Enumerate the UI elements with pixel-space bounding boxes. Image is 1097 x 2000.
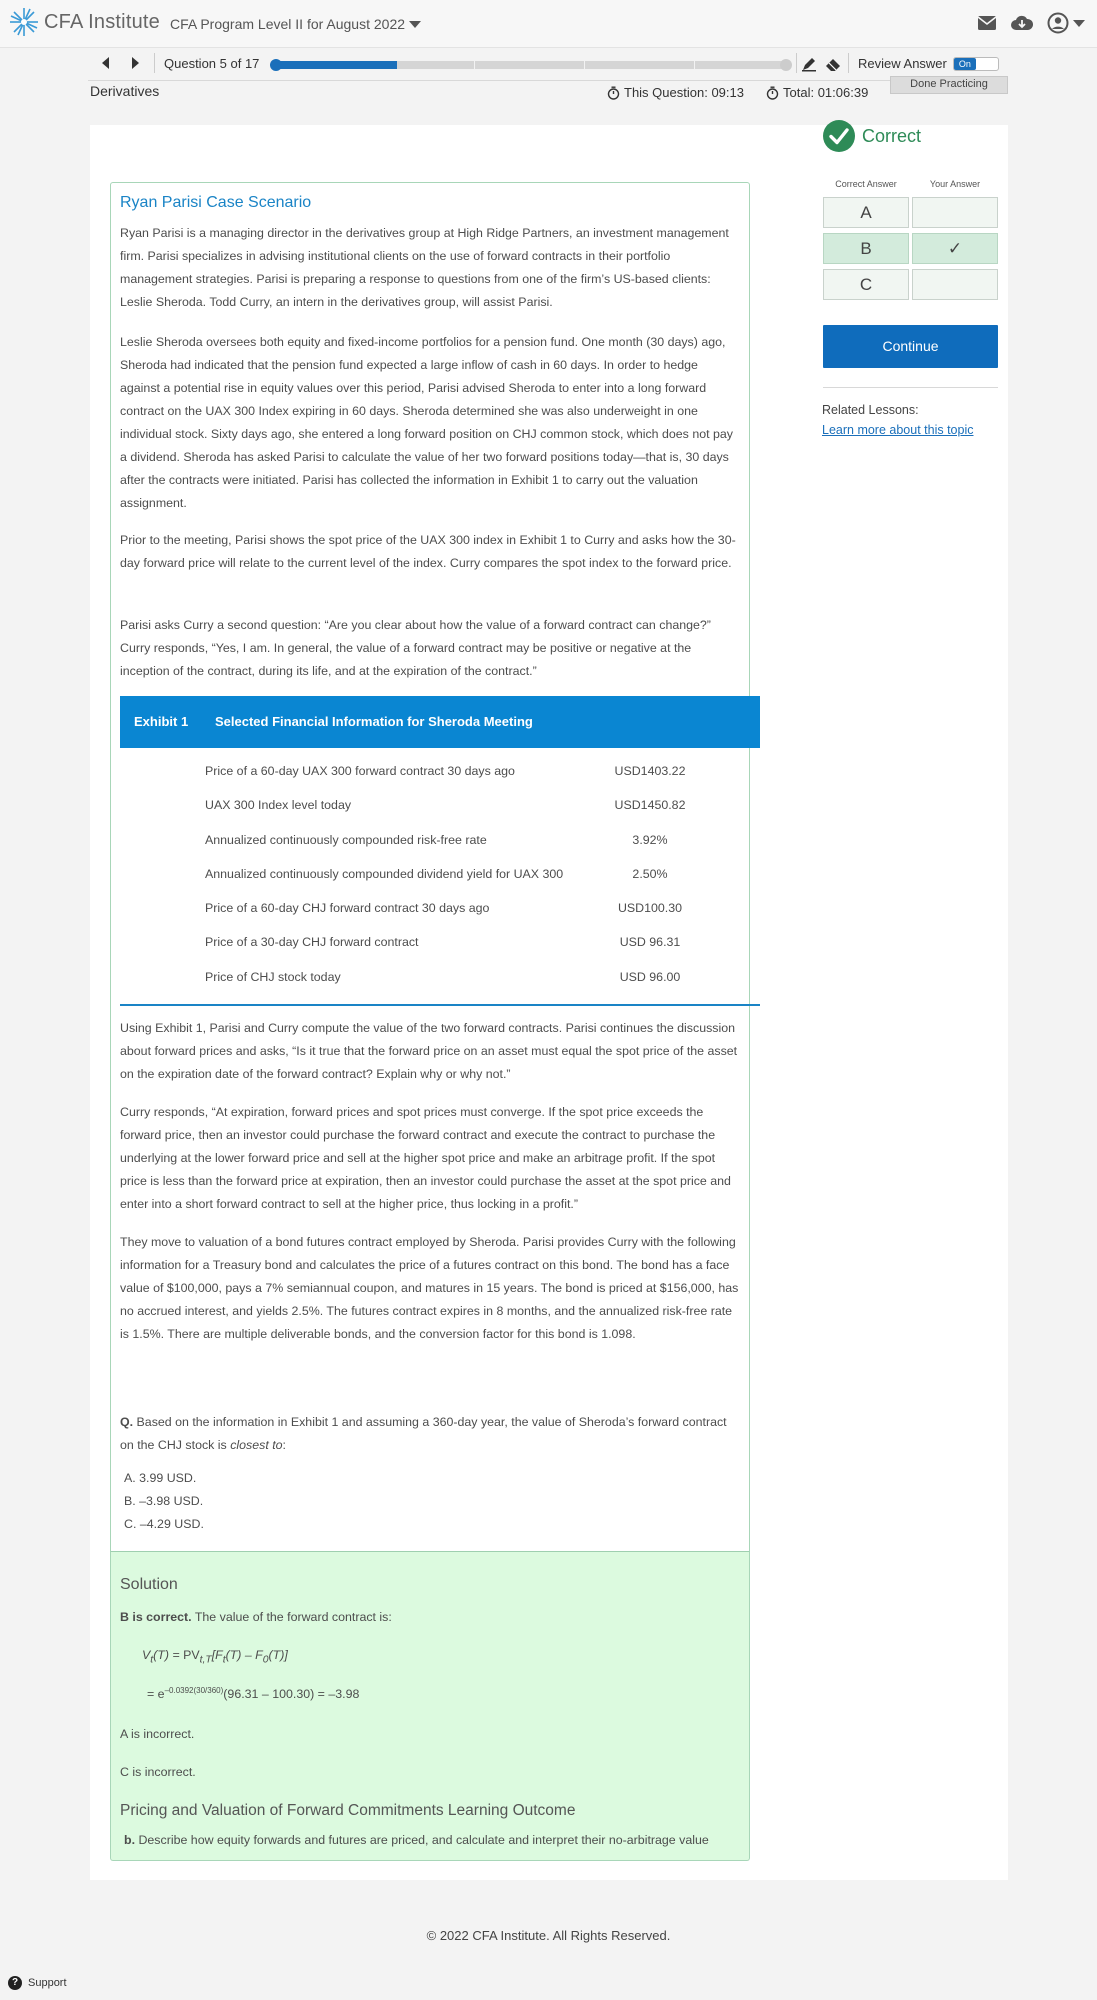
user-avatar-icon [1047, 12, 1069, 34]
exhibit-row-value: USD 96.00 [619, 969, 681, 984]
exhibit-table [120, 756, 760, 996]
question-text [120, 1411, 740, 1457]
help-icon: ? [8, 1976, 22, 1990]
learning-outcome-letter: b. [124, 1833, 136, 1847]
this-question-time: 09:13 [711, 85, 744, 100]
solution-equation-2 [147, 1686, 359, 1701]
stopwatch-icon [607, 86, 620, 100]
exhibit-row [120, 756, 760, 790]
exhibit-row-label: Price of a 60-day CHJ forward contract 30 days ago [205, 901, 490, 916]
question-count: Question 5 of 17 [164, 56, 260, 71]
toggle-switch[interactable] [953, 57, 999, 71]
correct-answer-cell: A [823, 197, 909, 228]
mail-icon[interactable] [977, 15, 997, 31]
support-label: Support [28, 1977, 67, 1989]
exhibit-row-value: USD1403.22 [614, 764, 686, 778]
program-label: CFA Program Level II for August 2022 [170, 16, 406, 32]
progress-end-knob [780, 59, 792, 71]
cfa-logo[interactable] [8, 6, 160, 38]
highlighter-icon[interactable] [800, 55, 818, 73]
exhibit-row-value: 3.92% [632, 832, 668, 847]
exhibit-row-value: USD100.30 [617, 901, 683, 916]
case-scenario-panel [110, 182, 750, 1847]
solution-a-incorrect: A is incorrect. [120, 1727, 195, 1741]
learning-outcome-item [124, 1833, 709, 1847]
divider [823, 387, 998, 388]
correct-answer-column-header: Correct Answer [835, 179, 897, 189]
progress-bar[interactable] [274, 61, 788, 69]
chevron-down-icon [409, 21, 421, 28]
exhibit-row-label: Price of a 30-day CHJ forward contract [205, 935, 419, 950]
exhibit-row [120, 825, 760, 859]
answer-row-a [823, 197, 998, 228]
solution-correct-text: The value of the forward contract is: [191, 1610, 392, 1624]
your-answer-cell: ✓ [912, 233, 998, 264]
stopwatch-icon [766, 86, 779, 100]
previous-question-icon[interactable] [102, 57, 109, 69]
equation-2-prefix: = e [147, 1687, 165, 1702]
divider [154, 53, 155, 73]
logo-text: CFA Institute [44, 10, 160, 33]
next-question-icon[interactable] [132, 57, 139, 69]
exhibit-row [120, 893, 760, 927]
exhibit-title: Selected Financial Information for Sheroda Meeting [215, 714, 533, 729]
question-body: Based on the information in Exhibit 1 and assuming a 360-day year, the value of Sheroda’s forward contract on the CHJ stock is [120, 1415, 727, 1452]
progress-start-knob [270, 59, 282, 71]
correct-answer-cell: B [823, 233, 909, 264]
case-paragraph: Using Exhibit 1, Parisi and Curry compute the value of the two forward contracts. Parisi continues the discussion about forward prices and asks, “Is it true that the forward price on an asset must equal the spot price of the asset on the expiration date of the forward contract? Explain why or why not.” [120, 1021, 738, 1081]
exhibit-row-value: USD1450.82 [614, 798, 686, 813]
related-lessons-link[interactable]: Learn more about this topic [822, 423, 974, 437]
answer-choices [124, 1467, 204, 1536]
total-time: 01:06:39 [817, 85, 869, 100]
solution-equation-1: $V_t(T) = PV_{t,T}[F_t(T) - F_0(T)]$ [142, 1648, 288, 1666]
question-suffix: : [282, 1438, 286, 1452]
answer-row-c [823, 269, 998, 300]
exhibit-row-label: Annualized continuously compounded dividend yield for UAX 300 [205, 866, 564, 881]
case-paragraph: Ryan Parisi is a managing director in the derivatives group at High Ridge Partners, an investment management firm. Parisi specializes in advising institutional clients on the use of forward contracts in their portfolio management strategies. Parisi is preparing a response to questions from one of the firm’s US-based clients: Leslie Sheroda. Todd Curry, an intern in the derivatives group, will assist Parisi. [120, 226, 729, 309]
case-paragraph: They move to valuation of a bond futures contract employed by Sheroda. Parisi provides Curry with the following information for a Treasury bond and calculates the price of a futures contract on this bond. The bond has a face value of $100,000, pays a 7% semiannual coupon, and matures in 15 years. The bond is priced at $156,000, has no accrued interest, and yields 2.5%. The futures contract expires in 8 months, and the annualized risk-free rate is 1.5%. There are multiple deliverable bonds, and the conversion factor for this bond is 1.098. [120, 1235, 739, 1341]
correct-answer-cell: C [823, 269, 909, 300]
exhibit-header [120, 696, 760, 748]
progress-fill [274, 61, 397, 69]
solution-title: Solution [120, 1576, 178, 1593]
choice-c[interactable]: C. –4.29 USD. [124, 1517, 204, 1531]
eraser-icon[interactable] [824, 55, 842, 73]
question-timer [607, 85, 744, 100]
your-answer-cell [912, 269, 998, 300]
learning-outcome-text: Describe how equity forwards and futures are priced, and calculate and interpret their no-arbitrage value [138, 1833, 709, 1847]
toggle-state: On [954, 58, 976, 70]
total-timer [766, 85, 868, 100]
exhibit-row [120, 859, 760, 893]
solution-panel [110, 1551, 750, 1861]
choice-a[interactable]: A. 3.99 USD. [124, 1471, 197, 1485]
solution-c-incorrect: C is incorrect. [120, 1765, 196, 1779]
program-selector[interactable] [170, 16, 421, 32]
exhibit-row-value: USD 96.31 [619, 935, 681, 950]
case-paragraph: Prior to the meeting, Parisi shows the spot price of the UAX 300 index in Exhibit 1 to Curry and asks how the 30-day forward price will relate to the current level of the index. Curry compares the spot index to the forward price. [120, 533, 736, 570]
question-prefix: Q. [120, 1415, 134, 1429]
exhibit-row-label: Price of CHJ stock today [205, 969, 341, 984]
support-link[interactable] [8, 1976, 67, 1990]
equation-2-exponent: –0.0392(30/360) [164, 1686, 224, 1695]
case-title: Ryan Parisi Case Scenario [120, 194, 312, 211]
question-nav [90, 50, 1008, 78]
divider [88, 80, 1008, 81]
exhibit-row-label: UAX 300 Index level today [205, 798, 352, 813]
exhibit-row-value: 2.50% [632, 866, 668, 881]
result-label: Correct [862, 125, 922, 146]
case-paragraph: Curry responds, “At expiration, forward prices and spot prices must converge. If the spot price exceeds the forward price, then an investor could purchase the forward contract and execute the contract to purchase the underlying at the lower forward price and sell at the higher spot price and make an arbitrage profit. If the spot price is less than the forward price at expiration, then an investor could purchase the asset at the spot price and enter into a short forward contract to sell at the higher price, thus locking in a profit.” [120, 1105, 731, 1211]
solution-correct-bold: B is correct. [120, 1610, 192, 1624]
chevron-down-icon [1073, 20, 1085, 27]
choice-b[interactable]: B. –3.98 USD. [124, 1494, 204, 1508]
user-menu[interactable] [1047, 12, 1085, 34]
progress-tick [474, 61, 475, 69]
cloud-download-icon[interactable] [1011, 14, 1033, 32]
divider [848, 53, 849, 73]
total-label: Total: [783, 85, 815, 100]
exhibit-row [120, 962, 760, 996]
exhibit-row-label: Price of a 60-day UAX 300 forward contract 30 days ago [205, 764, 515, 778]
answer-row-b [823, 233, 998, 264]
question-emphasis: closest to [230, 1438, 283, 1452]
progress-tick [584, 61, 585, 69]
copyright: © 2022 CFA Institute. All Rights Reserved. [426, 1928, 671, 1943]
solution-correct-line [120, 1610, 392, 1624]
topic-title: Derivatives [90, 83, 160, 99]
review-answer-toggle[interactable] [858, 56, 999, 71]
case-paragraph: Parisi asks Curry a second question: “Are you clear about how the value of a forward contract can change?” Curry responds, “Yes, I am. In general, the value of a forward contract may be positive or negative at the inception of the contract, during its life, and at the expiration of the contract.” [120, 618, 711, 678]
equation-2-rest: (96.31 – 100.30) = –3.98 [223, 1687, 360, 1702]
exhibit-row [120, 790, 760, 824]
cfa-logo-icon [8, 6, 40, 38]
continue-button[interactable]: Continue [823, 325, 998, 368]
check-circle-icon [822, 119, 856, 153]
your-answer-cell [912, 197, 998, 228]
case-paragraph: Leslie Sheroda oversees both equity and fixed-income portfolios for a pension fund. One month (30 days) ago, Sheroda had indicated that the pension fund expected a large inflow of cash in 60 days. In order to hedge against a potential rise in equity values over this period, Parisi advised Sheroda to enter into a long forward contract on the UAX 300 Index expiring in 60 days. Sheroda determined she was also underweight in one individual stock. Sixty days ago, she entered a long forward position on CHJ common stock, which does not pay a dividend. Sheroda has asked Parisi to calculate the value of her two forward positions today—that is, 30 days after the contracts were initiated. Parisi has collected the information in Exhibit 1 to carry out the valuation assignment. [120, 335, 733, 510]
exhibit-label: Exhibit 1 [134, 714, 189, 729]
top-header [0, 0, 1097, 48]
this-question-label: This Question: [624, 85, 708, 100]
exhibit-bottom-rule [120, 1004, 760, 1006]
done-practicing-button[interactable]: Done Practicing [890, 76, 1008, 94]
exhibit-row-label: Annualized continuously compounded risk-free rate [205, 832, 487, 847]
result-status [822, 119, 921, 153]
divider [796, 53, 797, 73]
progress-tick [694, 61, 695, 69]
main-panel [90, 125, 1008, 1880]
related-lessons-label: Related Lessons: [822, 403, 919, 417]
review-answer-label: Review Answer [858, 56, 947, 71]
your-answer-column-header: Your Answer [929, 179, 981, 189]
learning-outcome-title: Pricing and Valuation of Forward Commitments Learning Outcome [120, 1802, 576, 1819]
exhibit-row [120, 927, 760, 961]
